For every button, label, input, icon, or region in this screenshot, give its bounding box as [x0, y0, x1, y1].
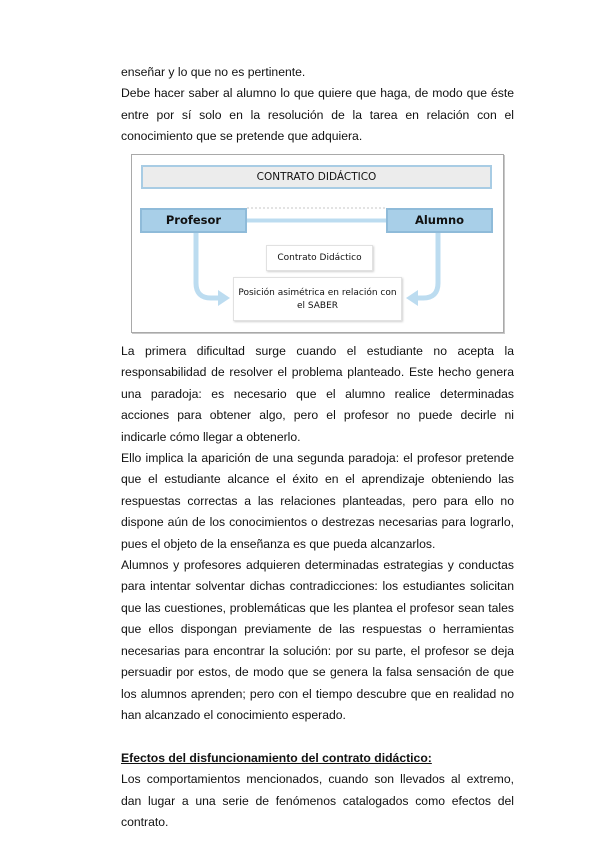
- student-box: Alumno: [386, 208, 493, 233]
- text-block-top: [121, 62, 514, 148]
- paragraph-continuation: enseñar y lo que no es pertinente.: [121, 65, 306, 79]
- paragraph-strategies: Alumnos y profesores adquieren determinadas estrategias y conductas para intentar solventar dichas contradicciones: los estudiantes solicitan que las cuestiones, problemáticas que les plantea el profesor sean tales que ellos dispongan previamente de las respuestas o herramientas necesarias para encontrar la solución: por su parte, el profesor se deja persuadir por estos, de modo que se genera la falsa sensación de que los alumnos aprenden; pero con el tiempo descubre que en realidad no han alcanzado el conocimiento esperado.: [121, 558, 514, 722]
- paragraph-intro: Debe hacer saber al alumno lo que quiere que haga, de modo que éste entre por sí solo en la resolución de la tarea en relación con el conocimiento que se pretende que adquiera.: [121, 86, 514, 144]
- contract-diagram: [131, 154, 504, 333]
- saber-position-box: Posición asimétrica en relación con el SABER: [233, 277, 402, 321]
- contract-box: Contrato Didáctico: [266, 245, 373, 271]
- teacher-box: Profesor: [140, 208, 247, 233]
- paragraph-first-paradox: La primera dificultad surge cuando el estudiante no acepta la responsabilidad de resolver el problema planteado. Este hecho genera una paradoja: es necesario que el alumno realice determinadas acciones para obtener algo, pero el profesor no puede decirle ni indicarle cómo llegar a obtenerlo.: [121, 344, 514, 444]
- blank-line: [121, 726, 514, 747]
- diagram-title: CONTRATO DIDÁCTICO: [141, 165, 492, 189]
- text-block-bottom: [121, 341, 514, 833]
- paragraph-second-paradox: Ello implica la aparición de una segunda paradoja: el profesor pretende que el estudiante alcance el éxito en el aprendizaje obteniendo las respuestas correctas a las relaciones planteadas, pero para ello no dispone aún de los conocimientos o destrezas necesarias para lograrlo, pues el objeto de la enseñanza es que pueda alcanzarlos.: [121, 451, 514, 551]
- paragraph-effects: Los comportamientos mencionados, cuando son llevados al extremo, dan lugar a una serie de fenómenos catalogados como efectos del contrato.: [121, 772, 514, 829]
- section-heading: Efectos del disfuncionamiento del contrato didáctico:: [121, 750, 432, 765]
